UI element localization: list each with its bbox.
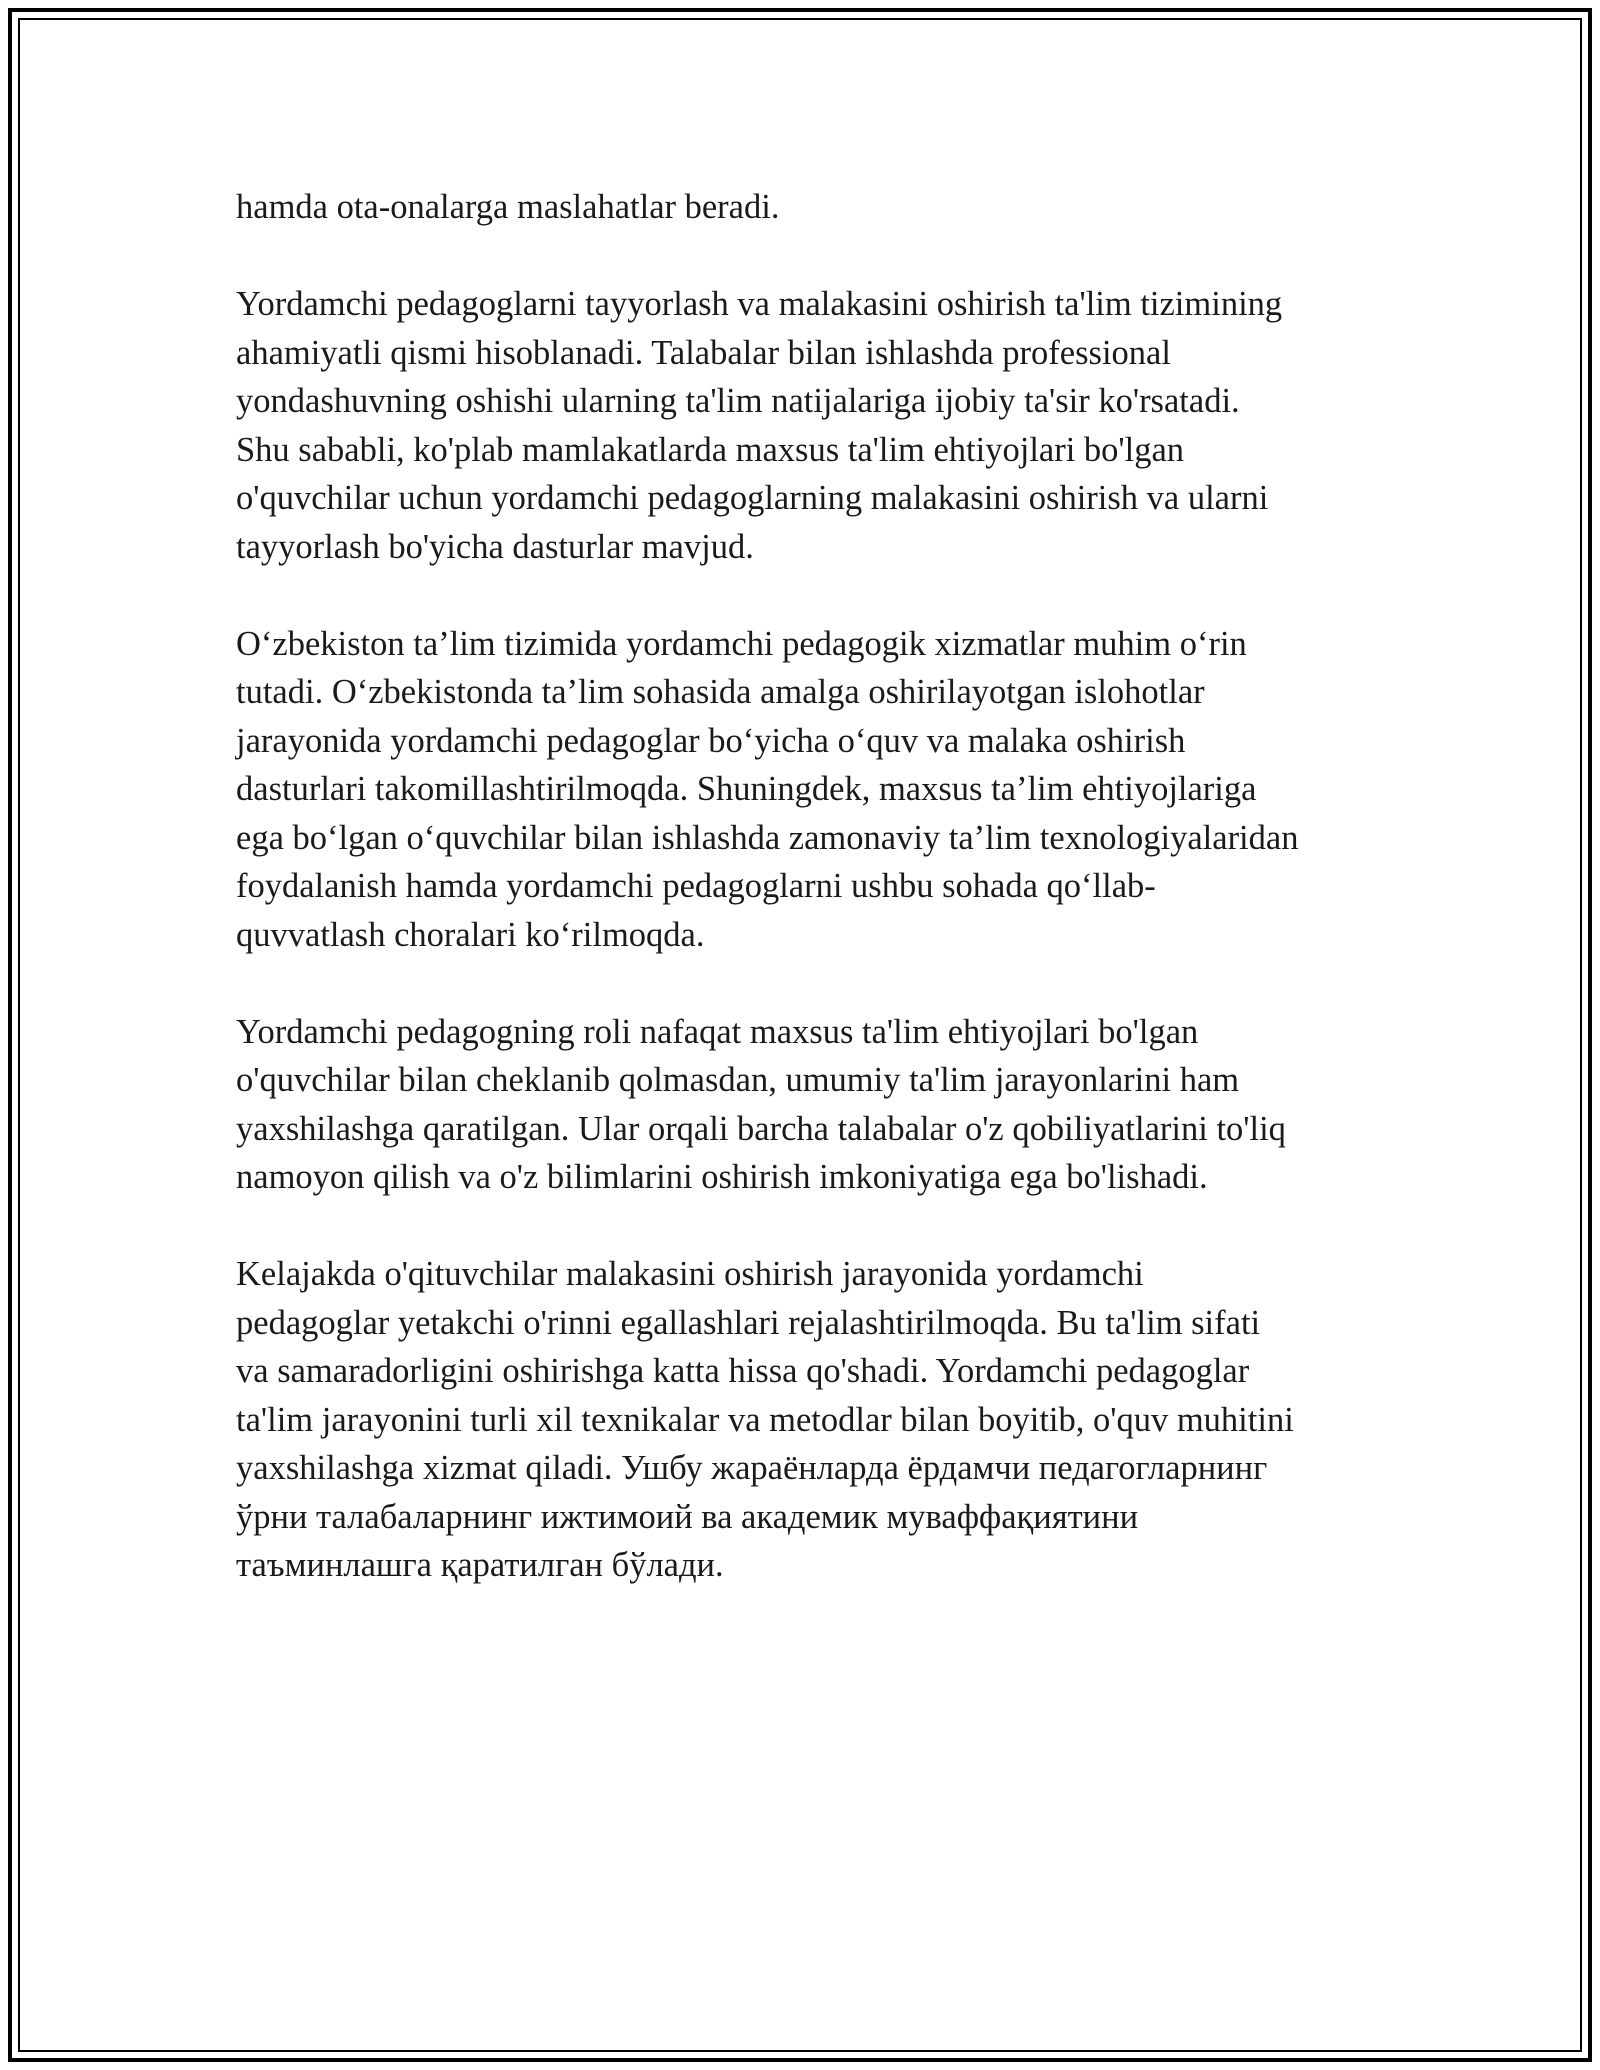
paragraph-1: hamda ota-onalarga maslahatlar beradi. (236, 188, 780, 226)
paragraph-2: Yordamchi pedagoglarni tayyorlash va malakasini oshirish ta'lim tizimining ahamiyatli qismi hisoblanadi. Talabalar bilan ishlashda professional yondashuvning oshishi ularning ta'lim natijalariga ijobiy ta'sir ko'rsatadi. Shu sababli, ko'plab mamlakatlarda maxsus ta'lim ehtiyojlari bo'lgan o'quvchilar uchun yordamchi pedagoglarning malakasini oshirish va ularni tayyorlash bo'yicha dasturlar mavjud. (236, 285, 1283, 566)
paragraph-3: O‘zbekiston ta’lim tizimida yordamchi pedagogik xizmatlar muhim o‘rin tutadi. O‘zbekistonda ta’lim sohasida amalga oshirilayotgan islohotlar jarayonida yordamchi pedagoglar bo‘yicha o‘quv va malaka oshirish dasturlari takomillashtirilmoqda. Shuningdek, maxsus ta’lim ehtiyojlariga ega bo‘lgan o‘quvchilar bilan ishlashda zamonaviy ta’lim texnologiyalaridan foydalanish hamda yordamchi pedagoglarni ushbu sohada qo‘llab- quvvatlash choralari ko‘rilmoqda. (236, 624, 1299, 954)
paragraph-5: Kelajakda o'qituvchilar malakasini oshirish jarayonida yordamchi pedagoglar yetakchi o'rinni egallashlari rejalashtirilmoqda. Bu ta'lim sifati va samaradorligini oshirishga katta hissa qo'shadi. Yordamchi pedagoglar ta'lim jarayonini turli xil texnikalar va metodlar bilan boyitib, o'quv muhitini yaxshilashga xizmat qiladi. Ушбу жараёнларда ёрдамчи педагогларнинг ўрни талабаларнинг ижтимоий ва академик муваффақиятини таъминлашга қаратилган бўлади. (236, 1255, 1294, 1584)
document-body (236, 183, 1376, 1638)
paragraph-4: Yordamchi pedagogning roli nafaqat maxsus ta'lim ehtiyojlari bo'lgan o'quvchilar bilan cheklanib qolmasdan, umumiy ta'lim jarayonlarini ham yaxshilashga qaratilgan. Ular orqali barcha talabalar o'z qobiliyatlarini to'liq namoyon qilish va o'z bilimlarini oshirish imkoniyatiga ega bo'lishadi. (236, 1012, 1286, 1196)
